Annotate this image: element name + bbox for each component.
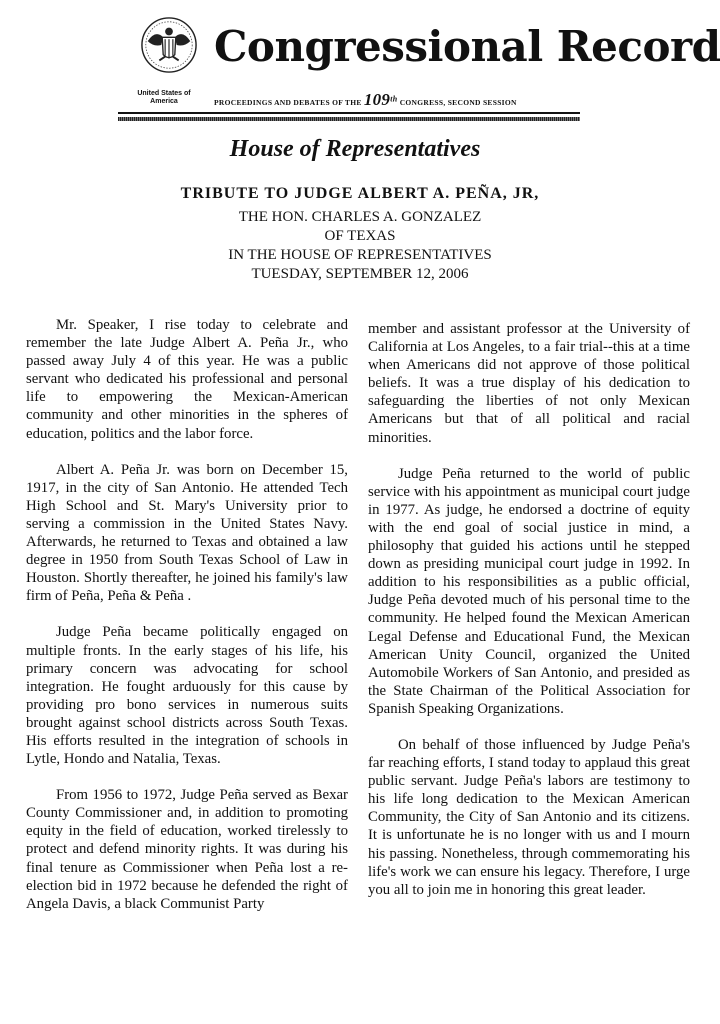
paragraph: From 1956 to 1972, Judge Peña served as Bexar County Commissioner and, in addition to promoting equity in the field of education, worked tirelessly to protect and defend minority rights. It was during his final tenure as Commissioner when Peña lost a re-election bid in 1972 because he defended the right of Angela Davis, a black Communist Party xyxy=(26,787,348,912)
masthead-title: Congressional Record xyxy=(214,22,720,71)
subtitle-suffix: CONGRESS, SECOND SESSION xyxy=(399,98,517,107)
chamber-line: IN THE HOUSE OF REPRESENTATIVES xyxy=(228,247,492,263)
chamber-heading: House of Representatives xyxy=(229,136,481,162)
masthead-subtitle xyxy=(214,90,517,110)
tribute-title: TRIBUTE TO JUDGE ALBERT A. PEÑA, JR, xyxy=(180,185,540,202)
paragraph: Albert A. Peña Jr. was born on December 15, 1917, in the city of San Antonio. He attended Tech High School and St. Mary's University prior to serving a commission in the United States Navy. Afterwards, he returned to Texas and obtained a law degree in 1950 from South Texas School of Law in Houston. Shortly thereafter, he joined his family's law firm of Peña, Peña & Peña . xyxy=(26,461,348,605)
congress-number: 109 xyxy=(363,90,391,109)
paragraph: Judge Peña returned to the world of public service with his appointment as municipal court judge in 1977. As judge, he endorsed a doctrine of equity with the end goal of social justice in mind, a philosophy that guided his actions until he stepped down as presiding municipal court judge in 1992. In addition to his responsibilities as a public official, Judge Peña devoted much of his personal time to the community. He helped found the Mexican American Legal Defense and Educational Fund, the Mexican American Unity Council, organized the United Automobile Workers of San Antonio, and presided as the State Chairman of the Political Association for Spanish Speaking Organizations. xyxy=(368,465,690,717)
speaker-name: THE HON. CHARLES A. GONZALEZ xyxy=(238,209,482,225)
left-column xyxy=(26,316,348,931)
seal-caption: United States of America xyxy=(137,90,191,105)
paragraph: Mr. Speaker, I rise today to celebrate and remember the late Judge Albert A. Peña Jr., who passed away July 4 of this year. He was a public servant who dedicated his professional and personal life to empowering the Mexican-American community and other minorities in the spheres of education, politics and the labor force. xyxy=(26,317,348,442)
masthead xyxy=(118,14,720,124)
masthead-rule xyxy=(118,112,580,114)
speaker-state: OF TEXAS xyxy=(324,228,396,244)
subtitle-prefix: PROCEEDINGS AND DEBATES OF THE xyxy=(214,98,362,107)
right-column xyxy=(368,320,690,917)
congress-suffix: th xyxy=(390,94,398,104)
paragraph: member and assistant professor at the University of California at Los Angeles, to a fair trial--this at a time when Americans did not approve of those political beliefs. It was a true display of his dedication to safeguarding the liberties of not only Mexican Americans but that of all political and racial minorities. xyxy=(368,321,690,446)
paragraph: Judge Peña became politically engaged on multiple fronts. In the early stages of his life, his primary concern was advocating for school integration. He fought arduously for this cause by providing pro bono services in numerous suits brought against school districts across South Texas. His efforts resulted in the integration of schools in Lytle, Hondo and Natalia, Texas. xyxy=(26,624,348,768)
masthead-rule-hatched xyxy=(118,117,580,121)
paragraph: On behalf of those influenced by Judge Peña's far reaching efforts, I stand today to applaud this great public servant. Judge Peña's labors are testimony to his life long dedication to the Mexican American Community, the City of San Antonio and its citizens. It is unfortunate he is no longer with us and I mourn his passing. Nonetheless, through commemorating his life's work we can ensure his legacy. Therefore, I urge you all to join me in honoring this great leader. xyxy=(368,736,690,898)
session-date: TUESDAY, SEPTEMBER 12, 2006 xyxy=(251,266,469,282)
great-seal-eagle-icon xyxy=(140,16,198,74)
